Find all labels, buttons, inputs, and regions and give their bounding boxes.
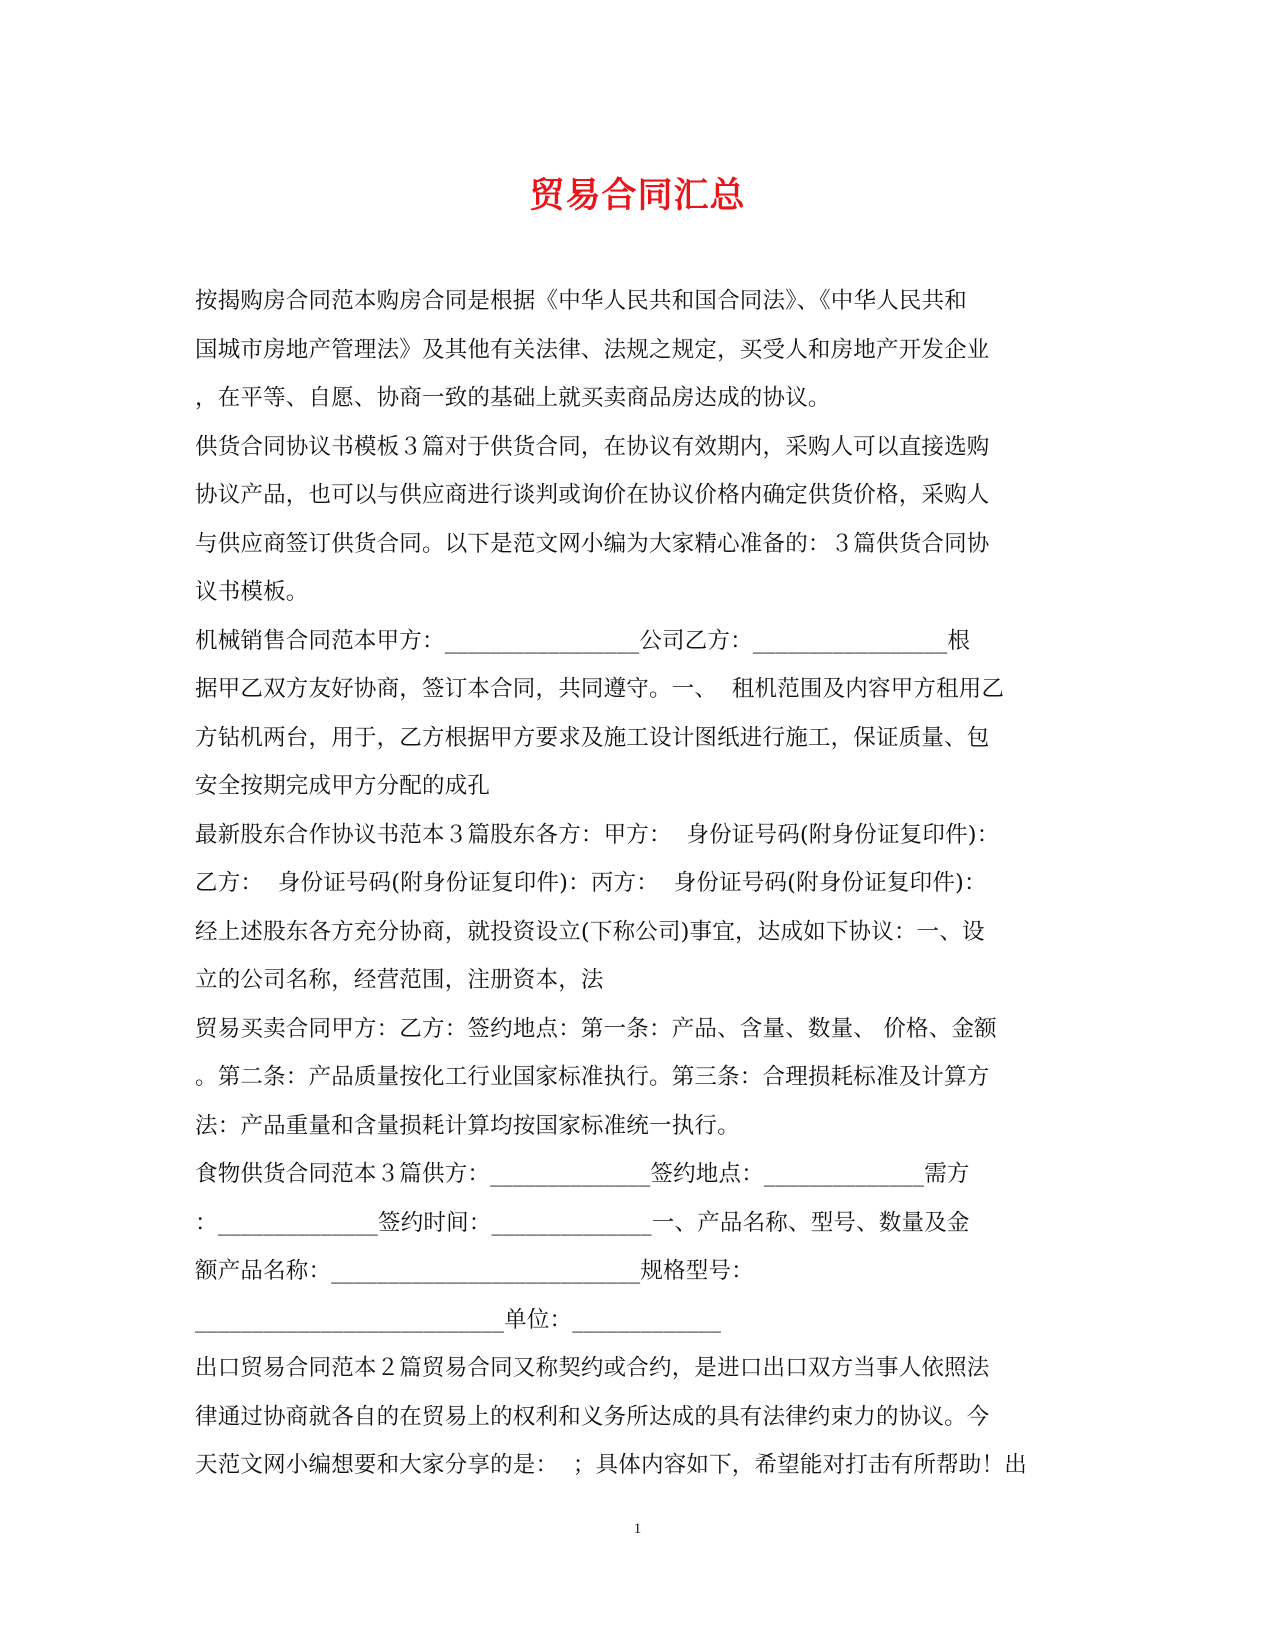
body-line: 与供应商签订供货合同。以下是范文网小编为大家精心准备的：３篇供货合同协 <box>195 530 990 557</box>
body-line: ，在平等、自愿、协商一致的基础上就买卖商品房达成的协议。 <box>195 385 831 411</box>
body-line: 议书模板。 <box>195 579 309 605</box>
body-line: 机械销售合同范本甲方：_________________公司乙方：_________________根 <box>195 627 971 654</box>
body-line: 据甲乙双方友好协商，签订本合同，共同遵守。一、 租机范围及内容甲方租用乙 <box>195 676 1005 702</box>
body-line: 法：产品重量和含量损耗计算均按国家标准统一执行。 <box>195 1112 740 1139</box>
body-line: 立的公司名称，经营范围，注册资本，法 <box>195 967 604 993</box>
page-number: 1 <box>633 1521 642 1537</box>
body-line: 供货合同协议书模板３篇对于供货合同，在协议有效期内，采购人可以直接选购 <box>195 433 990 460</box>
body-line: 乙方： 身份证号码(附身份证复印件)：丙方： 身份证号码(附身份证复印件)： <box>195 870 987 896</box>
body-line: 。第二条：产品质量按化工行业国家标准执行。第三条：合理损耗标准及计算方 <box>195 1064 990 1090</box>
body-line: 律通过协商就各自的在贸易上的权利和义务所达成的具有法律约束力的协议。今 <box>195 1403 990 1430</box>
body-line: 食物供货合同范本３篇供方：______________签约地点：______________需方 <box>195 1161 970 1187</box>
body-line: 按揭购房合同范本购房合同是根据《中华人民共和国合同法》、《中华人民共和 <box>195 288 968 314</box>
body-line: 额产品名称：___________________________规格型号： <box>195 1258 754 1284</box>
body-line: 方钻机两台，用于，乙方根据甲方要求及施工设计图纸进行施工，保证质量、包 <box>195 724 990 751</box>
body-line: 经上述股东各方充分协商，就投资设立(下称公司)事宜，达成如下协议：一、设 <box>195 918 985 945</box>
body-line: 出口贸易合同范本２篇贸易合同又称契约或合约，是进口出口双方当事人依照法 <box>195 1355 990 1381</box>
document-title: 贸易合同汇总 <box>529 175 746 216</box>
body-line: 协议产品，也可以与供应商进行谈判或询价在协议价格内确定供货价格，采购人 <box>195 482 990 508</box>
body-line: 最新股东合作协议书范本３篇股东各方：甲方： 身份证号码(附身份证复印件)： <box>195 821 1000 848</box>
body-line: ：______________签约时间：______________一、产品名称、型号、数量及金 <box>195 1209 970 1236</box>
document-body <box>195 284 1095 1497</box>
body-line: 国城市房地产管理法》及其他有关法律、法规之规定，买受人和房地产开发企业 <box>195 336 990 363</box>
body-line: 贸易买卖合同甲方：乙方：签约地点：第一条：产品、含量、数量、 价格、金额 <box>195 1015 997 1042</box>
body-line: ___________________________单位：_____________ <box>195 1306 722 1333</box>
body-line: 天范文网小编想要和大家分享的是： ；具体内容如下，希望能对打击有所帮助！出 <box>195 1452 1027 1478</box>
body-line: 安全按期完成甲方分配的成孔 <box>195 773 491 799</box>
